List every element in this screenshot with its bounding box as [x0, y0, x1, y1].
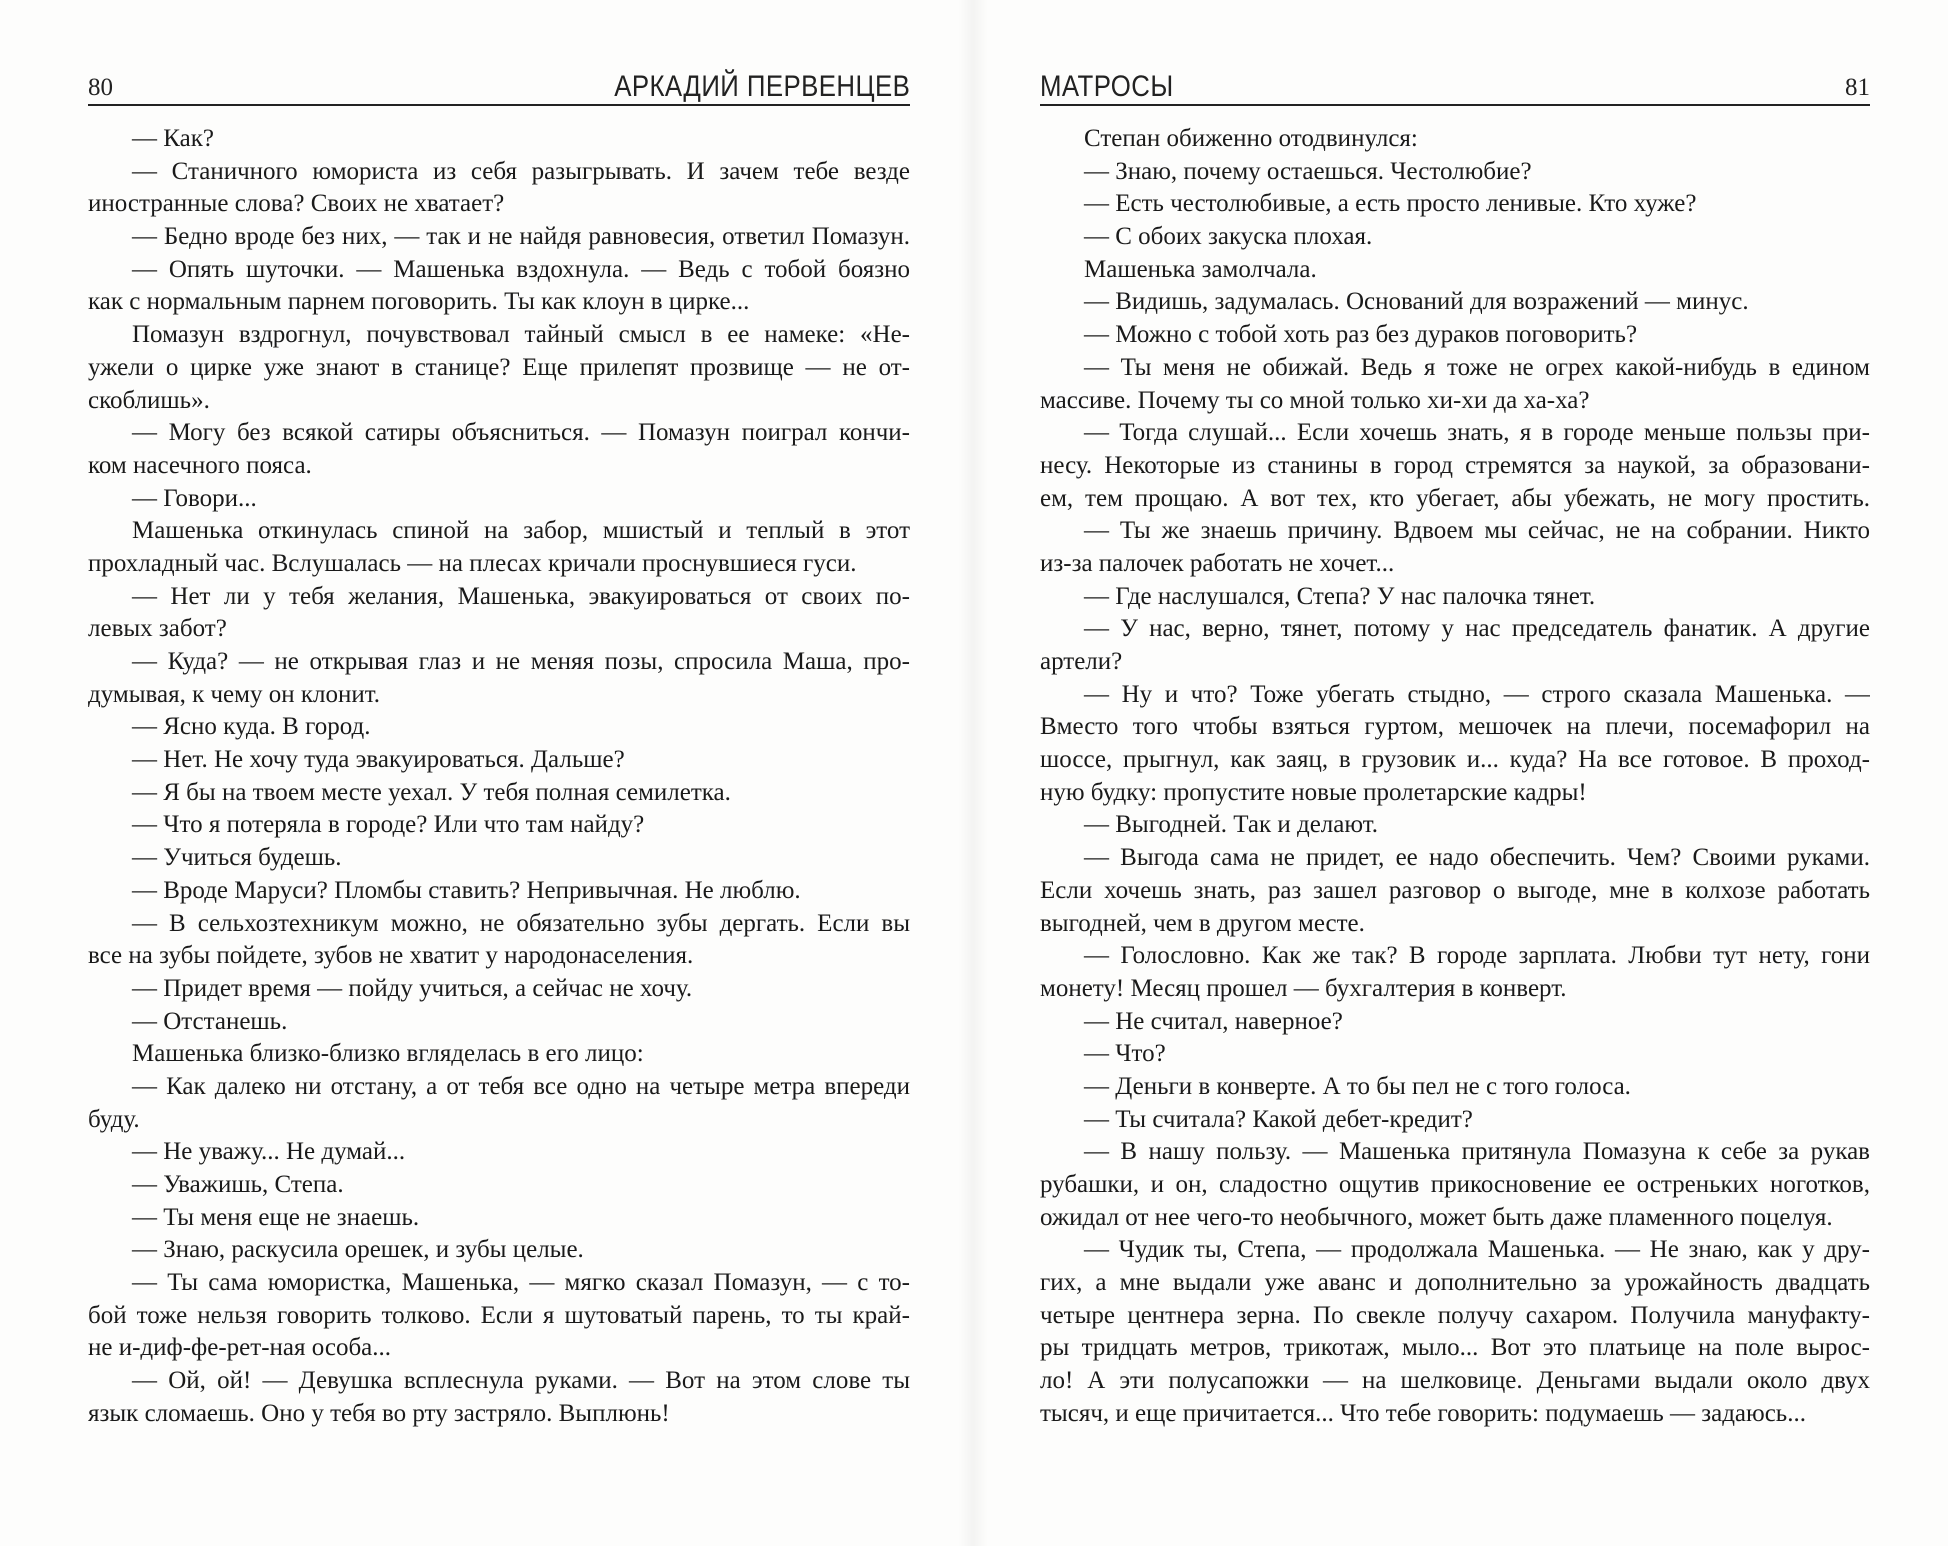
text-line: тысяч, и еще причитается... Что тебе говорить: подумаешь — задаюсь... — [1040, 1399, 1806, 1427]
text-line: — Отстанешь. — [132, 1007, 288, 1035]
running-title: МАТРОСЫ — [1040, 70, 1174, 103]
text-line: иностранные слова? Своих не хватает? — [88, 190, 505, 218]
text-line: Машенька близко-близко вгляделась в его лицо: — [132, 1040, 644, 1068]
text-line: думывая, к чему он клонит. — [88, 680, 381, 708]
text-line: Степан обиженно отодвинулся: — [1084, 125, 1418, 152]
text-line: — Станичного юмориста из себя разыгрывать. И зачем тебе везде — [132, 157, 910, 185]
right-page-text — [1040, 123, 1870, 1431]
text-line: — Куда? — не открывая глаз и не меняя позы, спросила Маша, про- — [132, 648, 910, 675]
text-line: как с нормальным парнем поговорить. Ты как клоун в цирке... — [88, 288, 750, 316]
text-line: — Нет. Не хочу туда эвакуироваться. Дальше? — [132, 746, 625, 774]
text-line: — Видишь, задумалась. Оснований для возражений — минус. — [1084, 288, 1749, 316]
text-line: язык сломаешь. Оно у тебя во рту застряло. Выплюнь! — [88, 1399, 670, 1427]
text-line: ожидал от нее чего-то необычного, может быть даже пламенного поцелуя. — [1040, 1203, 1833, 1231]
text-line: — С обоих закуска плохая. — [1084, 223, 1373, 251]
text-line: — Знаю, раскусила орешек, и зубы целые. — [132, 1236, 584, 1264]
text-line: — Как далеко ни отстану, а от тебя все одно на четыре метра впереди — [132, 1072, 910, 1100]
text-line: ную будку: пропустите новые пролетарские кадры! — [1040, 778, 1587, 806]
text-line: — Знаю, почему остаешься. Честолюбие? — [1084, 157, 1532, 185]
text-line: — Нет ли у тебя желания, Машенька, эвакуироваться от своих по- — [132, 582, 910, 610]
text-line: Если хочешь знать, раз зашел разговор о выгоде, мне в колхозе работать — [1040, 876, 1870, 904]
right-page-header — [1040, 70, 1870, 106]
text-line: — Как? — [132, 125, 214, 152]
text-line: — Ясно куда. В город. — [132, 713, 371, 741]
left-page-header — [88, 70, 910, 106]
text-line: буду. — [88, 1105, 140, 1133]
text-line: ло! А эти полусапожки — на шелковице. Деньгами выдали около двух — [1040, 1367, 1870, 1395]
text-line: Вместо того чтобы взяться гуртом, мешочек на плечи, посемафорил на — [1040, 713, 1870, 741]
page-number: 80 — [88, 74, 113, 101]
running-title: АРКАДИЙ ПЕРВЕНЦЕВ — [613, 70, 910, 103]
text-line: — Опять шуточки. — Машенька вздохнула. — Ведь с тобой боязно — [132, 255, 910, 283]
text-line: — Не уважу... Не думай... — [132, 1138, 406, 1166]
text-line: несу. Некоторые из станины в город стремятся за наукой, за образовани- — [1040, 451, 1870, 479]
text-line: — У нас, верно, тянет, потому у нас председатель фанатик. А другие — [1084, 615, 1870, 643]
text-line: левых забот? — [88, 615, 227, 643]
text-line: бой тоже нельзя говорить толково. Если я шутоватый парень, то ты край- — [88, 1301, 910, 1329]
text-line: Машенька замолчала. — [1084, 255, 1317, 283]
text-line: шоссе, прыгнул, как заяц, в грузовик и... куда? На все готовое. В проход- — [1040, 746, 1870, 774]
text-line: — Я бы на твоем месте уехал. У тебя полная семилетка. — [132, 778, 731, 806]
text-line: гих, а мне выдали уже аванс и дополнительно за урожайность двадцать — [1040, 1269, 1870, 1297]
text-line: Помазун вздрогнул, почувствовал тайный смысл в ее намеке: «Не- — [132, 321, 910, 349]
text-line: скоблишь». — [88, 386, 210, 414]
text-line: — Бедно вроде без них, — так и не найдя равновесия, ответил Помазун. — [132, 223, 910, 251]
text-line: — Говори... — [132, 484, 257, 512]
book-gutter — [958, 0, 988, 1546]
text-line: Машенька откинулась спиной на забор, мшистый и теплый в этот — [132, 517, 910, 545]
text-line: выгодней, чем в другом месте. — [1040, 909, 1365, 937]
text-line: из-за палочек работать не хочет... — [1040, 549, 1395, 577]
text-line: — Могу без всякой сатиры объясниться. — Помазун поиграл кончи- — [132, 419, 910, 447]
text-line: — Ты считала? Какой дебет-кредит? — [1084, 1105, 1473, 1133]
text-line: — Ну и что? Тоже убегать стыдно, — строго сказала Машенька. — — [1084, 680, 1870, 708]
text-line: — Что я потеряла в городе? Или что там найду? — [132, 811, 645, 839]
left-page — [88, 0, 910, 1546]
text-line: — Можно с тобой хоть раз без дураков поговорить? — [1084, 321, 1638, 349]
text-line: — Ой, ой! — Девушка всплеснула руками. — Вот на этом слове ты — [132, 1367, 910, 1395]
text-line: — Тогда слушай... Если хочешь знать, я в городе меньше пользы при- — [1084, 419, 1870, 447]
right-page — [1040, 0, 1870, 1546]
page-number: 81 — [1845, 74, 1870, 101]
text-line: — Не считал, наверное? — [1084, 1007, 1343, 1035]
text-line: — Выгодней. Так и делают. — [1084, 811, 1379, 839]
text-line: — В сельхозтехникум можно, не обязательно зубы дергать. Если вы — [132, 909, 910, 937]
text-line: — Ты меня не обижай. Ведь я тоже не огрех какой-нибудь в едином — [1084, 353, 1870, 381]
text-line: — Ты же знаешь причину. Вдвоем мы сейчас, не на собрании. Никто — [1084, 517, 1870, 545]
text-line: — Ты сама юмористка, Машенька, — мягко сказал Помазун, — с то- — [132, 1269, 910, 1297]
text-line: ры тридцать метров, трикотаж, мыло... Вот это платьице на поле вырос- — [1040, 1334, 1870, 1362]
text-line: — Учиться будешь. — [132, 844, 342, 872]
text-line: — Деньги в конверте. А то бы пел не с того голоса. — [1084, 1072, 1631, 1100]
text-line: — В нашу пользу. — Машенька притянула Помазуна к себе за рукав — [1084, 1138, 1870, 1166]
text-line: — Ты меня еще не знаешь. — [132, 1203, 420, 1231]
text-line: — Чудик ты, Степа, — продолжала Машенька. — Не знаю, как у дру- — [1084, 1236, 1870, 1264]
text-line: — Придет время — пойду учиться, а сейчас не хочу. — [132, 974, 693, 1002]
text-line: — Вроде Маруси? Пломбы ставить? Непривычная. Не люблю. — [132, 876, 801, 904]
text-line: массиве. Почему ты со мной только хи-хи да ха-ха? — [1040, 386, 1590, 414]
text-line: — Что? — [1084, 1040, 1166, 1068]
text-line: рубашки, и он, сладостно ощутив прикосновение ее остреньких ноготков, — [1040, 1171, 1870, 1198]
text-line: четыре центнера зерна. По свекле получу сахаром. Получила мануфакту- — [1040, 1301, 1870, 1329]
text-line: прохладный час. Вслушалась — на плесах кричали проснувшиеся гуси. — [88, 549, 857, 577]
text-line: — Есть честолюбивые, а есть просто ленивые. Кто хуже? — [1084, 190, 1697, 218]
text-line: — Где наслушался, Степа? У нас палочка тянет. — [1084, 582, 1596, 610]
text-line: не и-диф-фе-рет-ная особа... — [88, 1334, 392, 1362]
text-line: ком насечного пояса. — [88, 451, 312, 479]
text-line: все на зубы пойдете, зубов не хватит у народонаселения. — [88, 942, 694, 970]
text-line: ем, тем прощаю. А вот тех, кто убегает, абы убежать, не могу простить. — [1040, 484, 1870, 512]
text-line: монету! Месяц прошел — бухгалтерия в конверт. — [1040, 974, 1567, 1002]
text-line: артели? — [1040, 648, 1123, 675]
text-line: — Уважишь, Степа. — [132, 1171, 344, 1198]
left-page-text — [88, 123, 910, 1431]
text-line: ужели о цирке уже знают в станице? Еще прилепят прозвище — не от- — [88, 353, 910, 381]
text-line: — Выгода сама не придет, ее надо обеспечить. Чем? Своими руками. — [1084, 844, 1870, 872]
text-line: — Голословно. Как же так? В городе зарплата. Любви тут нету, гони — [1084, 942, 1870, 970]
